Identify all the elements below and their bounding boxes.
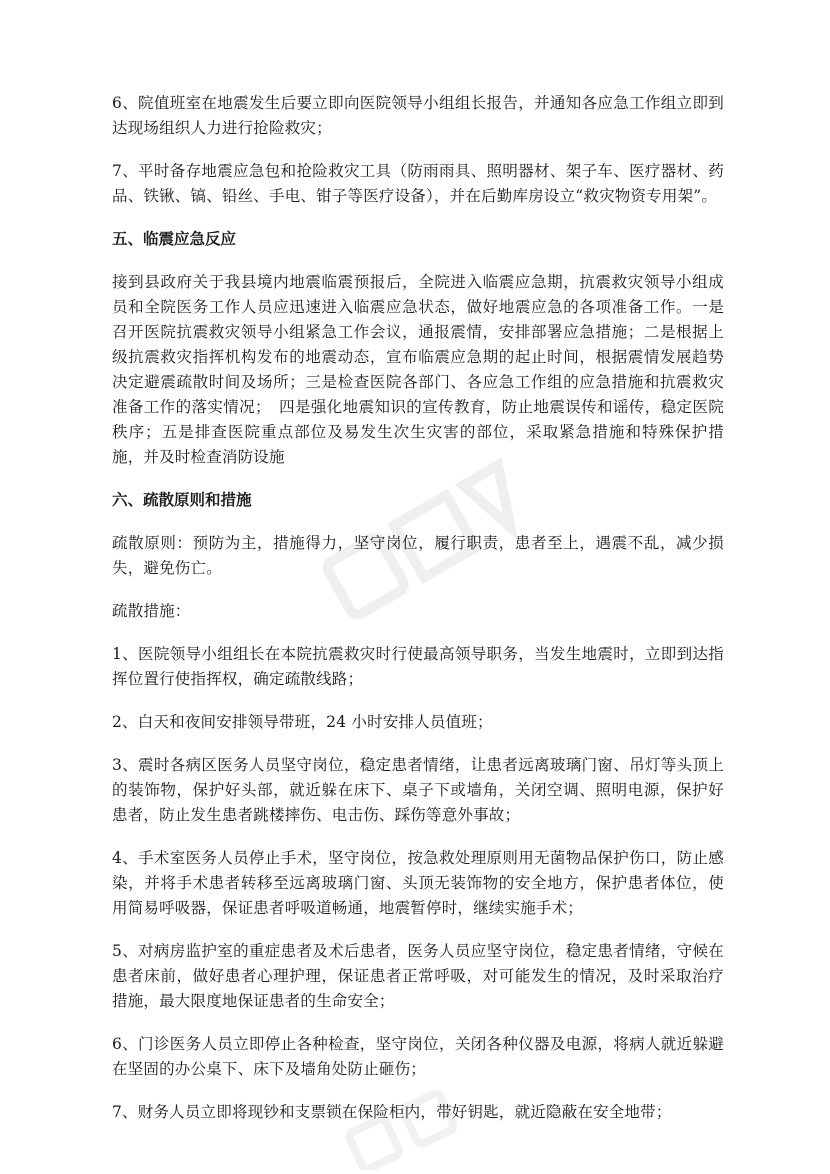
document-body [112, 91, 724, 1143]
measure-item-7: 7、财务人员立即将现钞和支票锁在保险柜内，带好钥匙，就近隐蔽在安全地带； [112, 1103, 672, 1121]
evacuation-measures-label: 疏散措施： [112, 602, 191, 620]
section-heading-5: 五、临震应急反应 [112, 230, 237, 248]
measure-item-1: 1、医院领导小组组长在本院抗震救灾时行使最高领导职务，当发生地震时，立即到达指挥位置行使指挥权，确定疏散线路； [112, 645, 724, 688]
paragraph-item-7-top: 7、平时备存地震应急包和抢险救灾工具（防雨雨具、照明器材、架子车、医疗器材、药品、铁锹、镐、铅丝、手电、钳子等医疗设备），并在后勤库房设立“救灾物资专用架”。 [112, 162, 724, 205]
measure-item-4: 4、手术室医务人员停止手术，坚守岗位，按急救处理原则用无菌物品保护伤口，防止感染，并将手术患者转移至远离玻璃门窗、头顶无装饰物的安全地方，保护患者体位，使用简易呼吸器，保证患者呼吸道畅通，地震暂停时，继续实施手术； [112, 849, 724, 917]
measure-item-3: 3、震时各病区医务人员坚守岗位，稳定患者情绪，让患者远离玻璃门窗、吊灯等头顶上的装饰物，保护好头部，就近躲在床下、桌子下或墙角，关闭空调、照明电源，保护好患者，防止发生患者跳楼摔伤、电击伤、踩伤等意外事故； [112, 756, 724, 824]
measure-item-5: 5、对病房监护室的重症患者及术后患者，医务人员应坚守岗位，稳定患者情绪，守候在患者床前，做好患者心理护理，保证患者正常呼吸，对可能发生的情况，及时采取治疗措施，最大限度地保证患者的生命安全； [112, 942, 724, 1010]
measure-item-2: 2、白天和夜间安排领导带班，24 小时安排人员值班； [112, 713, 493, 731]
measure-item-6: 6、门诊医务人员立即停止各种检查，坚守岗位，关闭各种仪器及电源，将病人就近躲避在坚固的办公桌下、床下及墙角处防止砸伤； [112, 1035, 724, 1078]
section-heading-6: 六、疏散原则和措施 [112, 491, 252, 509]
section5-body: 接到县政府关于我县境内地震临震预报后，全院进入临震应急期，抗震救灾领导小组成员和全院医务工作人员应迅速进入临震应急状态，做好地震应急的各项准备工作。一是召开医院抗震救灾领导小组紧急工作会议，通报震情，安排部署应急措施；二是根据上级抗震救灾指挥机构发布的地震动态，宣布临震应急期的起止时间，根据震情发展趋势决定避震疏散时间及场所；三是检查医院各部门、各应急工作组的应急措施和抗震救灾准备工作的落实情况； 四是强化地震知识的宣传教育，防止地震误传和谣传，稳定医院秩序；五是排查医院重点部位及易发生次生灾害的部位，采取紧急措施和特殊保护措施，并及时检查消防设施 [112, 273, 724, 466]
evacuation-principle: 疏散原则：预防为主，措施得力，坚守岗位，履行职责，患者至上，遇震不乱，减少损失，避免伤亡。 [112, 534, 724, 577]
paragraph-item-6-top: 6、院值班室在地震发生后要立即向医院领导小组组长报告，并通知各应急工作组立即到达现场组织人力进行抢险救灾； [112, 94, 724, 137]
